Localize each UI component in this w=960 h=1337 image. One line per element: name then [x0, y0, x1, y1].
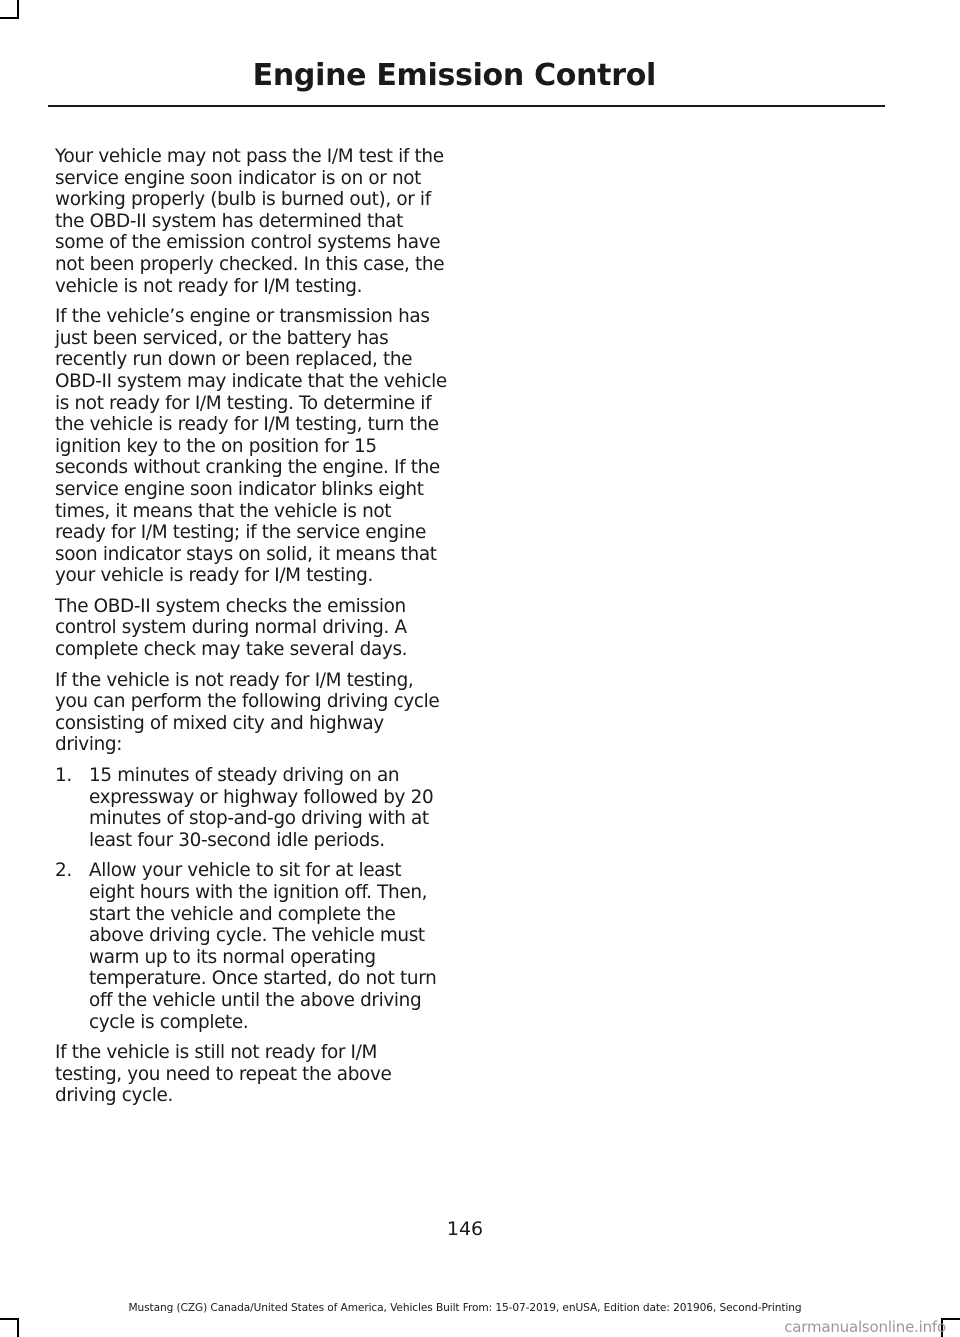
body-content — [55, 146, 447, 1116]
crop-mark-top-left-horizontal — [0, 17, 19, 19]
crop-mark-bottom-left-horizontal — [0, 1318, 19, 1320]
page-title: Engine Emission Control — [252, 58, 656, 93]
driving-cycle-steps — [55, 765, 447, 1033]
paragraph-obd-checks: The OBD-II system checks the emission control system during normal driving. A complete check may take several days. — [55, 595, 408, 661]
step-number: 2. — [55, 860, 72, 882]
footer-edition-info: Mustang (CZG) Canada/United States of America, Vehicles Built From: 15-07-2019, enUSA, Edition date: 201906, Second-Printing — [128, 1302, 802, 1314]
paragraph-readiness-check: If the vehicle’s engine or transmission has just been serviced, or the battery has recently run down or been replaced, the OBD-II system may indicate that the vehicle is not ready for I/M testing. To determine if the vehicle is ready for I/M testing, turn the ignition key to the on position for 15 seconds without cranking the engine. If the service engine soon indicator blinks eight times, it means that the vehicle is not ready for I/M testing; if the service engine soon indicator stays on solid, it means that your vehicle is ready for I/M testing. — [55, 306, 447, 587]
list-item — [55, 860, 447, 1033]
header-divider — [48, 105, 885, 107]
paragraph-driving-cycle-intro: If the vehicle is not ready for I/M testing, you can perform the following driving cycle consisting of mixed city and highway driving: — [55, 669, 440, 756]
watermark: carmanualsonline.info — [784, 1318, 946, 1336]
list-item — [55, 765, 447, 851]
step-number: 1. — [55, 765, 72, 787]
step-text: Allow your vehicle to sit for at least eight hours with the ignition off. Then, start the vehicle and complete the above driving cycle. The vehicle must warm up to its normal operating temperature. Once started, do not turn off the vehicle until the above driving cycle is complete. — [89, 860, 437, 1033]
page-number: 146 — [446, 1218, 484, 1240]
paragraph-repeat-cycle: If the vehicle is still not ready for I/M testing, you need to repeat the above driving cycle. — [55, 1042, 392, 1107]
step-text: 15 minutes of steady driving on an expressway or highway followed by 20 minutes of stop-and-go driving with at least four 30-second idle periods. — [89, 765, 434, 851]
crop-mark-bottom-left-vertical — [17, 1318, 19, 1337]
paragraph-im-test-fail: Your vehicle may not pass the I/M test if the service engine soon indicator is on or not working properly (bulb is burned out), or if the OBD-II system has determined that some of the emission control systems have not been properly checked. In this case, the vehicle is not ready for I/M testing. — [55, 146, 445, 297]
